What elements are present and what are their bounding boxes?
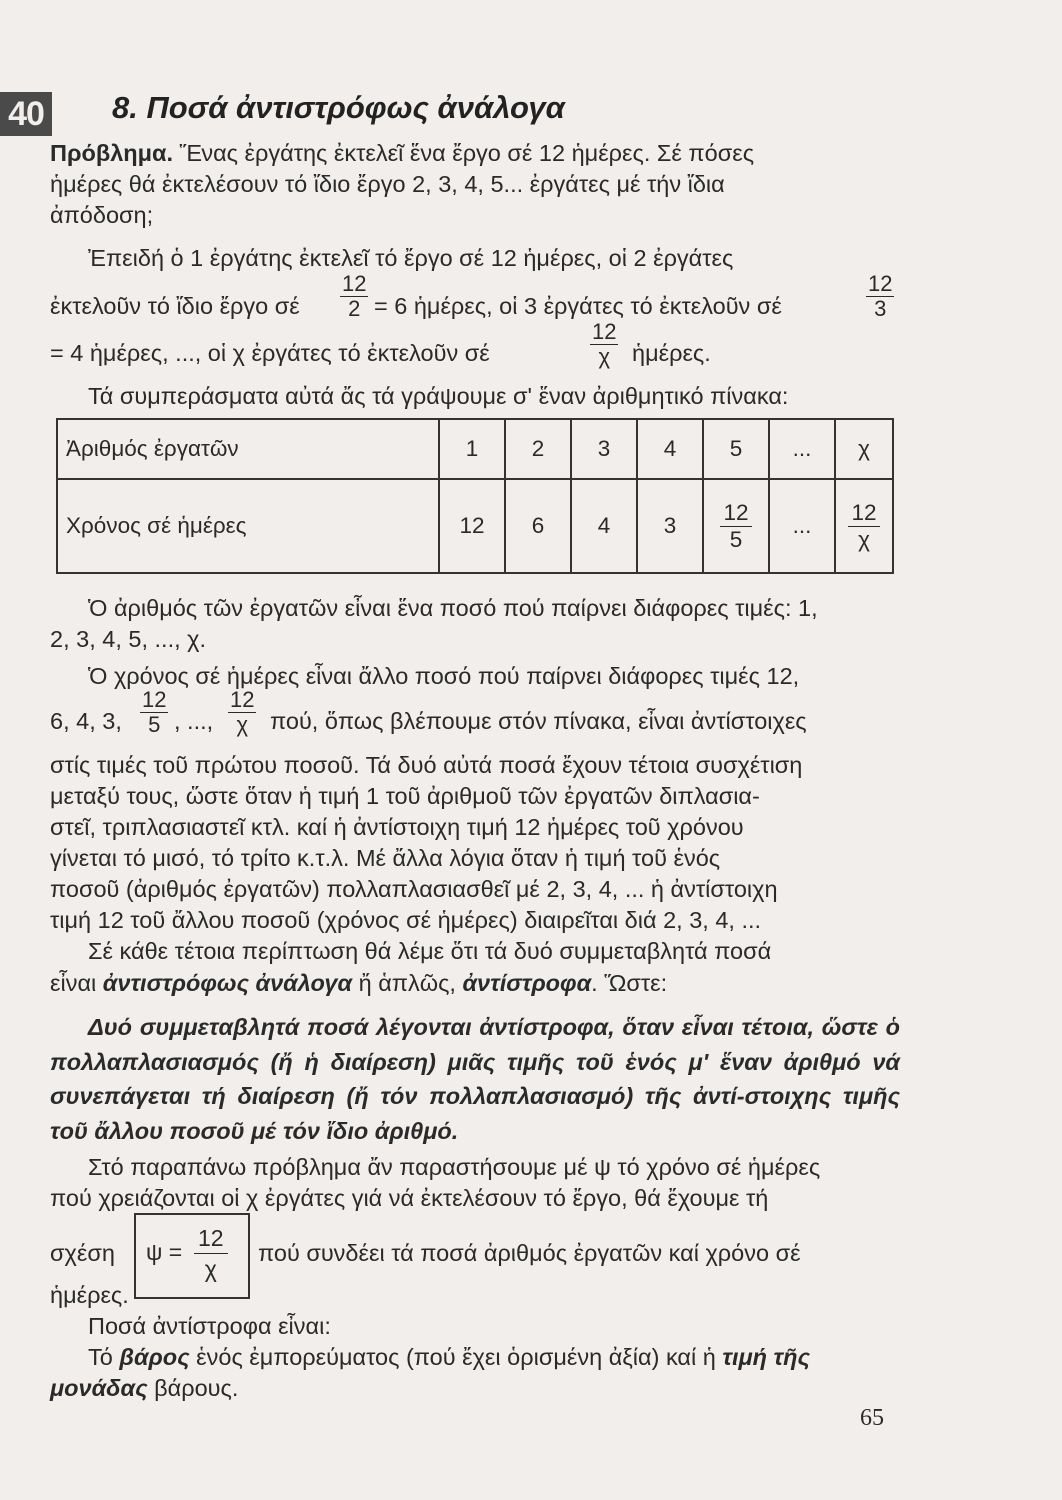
table-cell: 5 (703, 419, 769, 479)
para2-line-2c: πού, ὅπως βλέπουμε στόν πίνακα, εἶναι ἀντίστοιχες (270, 708, 807, 734)
section-title: 8. Ποσά ἀντιστρόφως ἀνάλογα (112, 90, 565, 125)
table-row-days (57, 479, 893, 573)
problem-label: Πρόβλημα. (50, 140, 173, 166)
para5-text: βάρους. (147, 1375, 239, 1401)
formula-box (134, 1213, 250, 1299)
solution-line-2b: = 6 ἡμέρες, οἱ 3 ἐργάτες τό ἐκτελοῦν σέ (374, 293, 782, 319)
workers-days-table (56, 418, 894, 574)
fraction-numerator: 12 (142, 687, 167, 712)
para2-line-4: μεταξύ τους, ὥστε ὅταν ἡ τιμή 1 τοῦ ἀριθμοῦ τῶν ἐργατῶν διπλασια- (50, 783, 760, 809)
para2-line-8: τιμή 12 τοῦ ἄλλου ποσοῦ (χρόνος σέ ἡμέρες) διαιρεῖται διά 2, 3, 4, ... (50, 907, 762, 933)
fraction-12-over-3 (866, 272, 894, 321)
fraction-denominator: 3 (874, 296, 887, 321)
fraction-numerator: 12 (720, 500, 751, 527)
table-cell: ... (769, 419, 835, 479)
para5-line-2 (88, 1342, 810, 1372)
para2-line-5: στεῖ, τριπλασιαστεῖ κτλ. καί ἡ ἀντίστοιχη τιμή 12 ἡμέρες τοῦ χρόνου (50, 814, 744, 840)
table-cell: 2 (505, 419, 571, 479)
term-unit: μονάδας (50, 1375, 148, 1401)
table-cell: 12 (439, 479, 505, 573)
table-cell (835, 479, 893, 573)
table-cell: 4 (637, 419, 703, 479)
para2-line-6: γίνεται τό μισό, τό τρίτο κ.τ.λ. Μέ ἄλλα λόγια ὅταν ἡ τιμή τοῦ ἑνός (50, 845, 721, 871)
fraction-12-over-5 (140, 688, 168, 737)
table-cell: 3 (637, 479, 703, 573)
solution-line-3b: ἡμέρες. (632, 340, 711, 366)
term-weight: βάρος (119, 1344, 190, 1370)
fraction-numerator: 12 (342, 271, 367, 296)
solution-line-4: Τά συμπεράσματα αὐτά ἄς τά γράψουμε σ' ἕναν ἀριθμητικό πίνακα: (88, 383, 789, 409)
para4-line-2: πού χρειάζονται οἱ χ ἐργάτες γιά νά ἐκτελέσουν τό ἔργο, θά ἔχουμε τή (50, 1185, 769, 1211)
table-cell (703, 479, 769, 573)
problem-text: Ἕνας ἐργάτης ἐκτελεῖ ἕνα ἔργο σέ 12 ἡμέρες. Σέ πόσες (173, 140, 755, 166)
table-cell: 1 (439, 419, 505, 479)
fraction-denominator: χ (204, 1256, 217, 1282)
fraction-denominator: 5 (148, 712, 161, 737)
table-row-header: Χρόνος σέ ἡμέρες (57, 479, 439, 573)
term-unit-price: τιμή τῆς (722, 1344, 811, 1370)
problem-line-2: ἡμέρες θά ἐκτελέσουν τό ἴδιο ἔργο 2, 3, 4, 5... ἐργάτες μέ τήν ἴδια (50, 171, 725, 197)
para2-line-2b: , ..., (174, 708, 214, 734)
section-number-badge: 40 (0, 92, 52, 136)
fraction-numerator: 12 (194, 1223, 228, 1254)
para5-line-1: Ποσά ἀντίστροφα εἶναι: (88, 1313, 331, 1339)
term-inverse: ἀντίστροφα (462, 970, 592, 996)
term-inversely-proportional: ἀντιστρόφως ἀνάλογα (102, 970, 353, 996)
para2-line-2a: 6, 4, 3, (50, 708, 122, 734)
fraction-numerator: 12 (592, 319, 617, 344)
para3-line-1: Σέ κάθε τέτοια περίπτωση θά λέμε ὅτι τά δυό συμμεταβλητά ποσά (88, 938, 772, 964)
fraction-numerator: 12 (848, 500, 879, 527)
problem-line-1 (50, 138, 754, 168)
solution-line-1: Ἐπειδή ὁ 1 ἐργάτης ἐκτελεῖ τό ἔργο σέ 12 ἡμέρες, οἱ 2 ἐργάτες (88, 245, 734, 271)
solution-line-2a: ἐκτελοῦν τό ἴδιο ἔργο σέ (50, 293, 300, 319)
fraction-12-over-x (848, 500, 879, 553)
definition-text: Δυό συμμεταβλητά ποσά λέγονται ἀντίστροφα, ὅταν εἶναι τέτοια, ὥστε ὁ πολλαπλασιασμός (ἤ ἡ διαίρεση) μιᾶς τιμῆς τοῦ ἑνός μ' ἕναν ἀριθμό νά συνεπάγεται τή διαίρεση (ἤ τόν πολλαπλασιασμό) τῆς ἀντί-στοιχης τιμῆς τοῦ ἄλλου ποσοῦ μέ τόν ἴδιο ἀριθμό. (50, 1014, 900, 1144)
solution-line-3a: = 4 ἡμέρες, ..., οἱ χ ἐργάτες τό ἐκτελοῦν σέ (50, 340, 490, 366)
para3-text: εἶναι (50, 970, 103, 996)
para2-line-3: στίς τιμές τοῦ πρώτου ποσοῦ. Τά δυό αὐτά ποσά ἔχουν τέτοια συσχέτιση (50, 752, 803, 778)
fraction-numerator: 12 (868, 271, 893, 296)
definition-rule (50, 1010, 900, 1148)
para1-line-2: 2, 3, 4, 5, ..., χ. (50, 626, 207, 652)
table-cell: 3 (571, 419, 637, 479)
para2-line-1: Ὁ χρόνος σέ ἡμέρες εἶναι ἄλλο ποσό πού παίρνει διάφορες τιμές 12, (88, 663, 800, 689)
fraction-12-over-2 (340, 272, 368, 321)
problem-line-3: ἀπόδοση; (50, 202, 154, 228)
fraction-12-over-5 (720, 500, 751, 553)
para4-line-3a: σχέση (50, 1240, 115, 1266)
para3-line-2 (50, 968, 667, 998)
table-cell: 4 (571, 479, 637, 573)
para1-line-1: Ὁ ἀριθμός τῶν ἐργατῶν εἶναι ἕνα ποσό πού παίρνει διάφορες τιμές: 1, (88, 595, 818, 621)
fraction-denominator: χ (236, 712, 249, 737)
fraction-denominator: 2 (348, 296, 361, 321)
page-number: 65 (860, 1405, 884, 1431)
fraction-denominator: χ (858, 526, 870, 552)
table-cell: χ (835, 419, 893, 479)
para4-line-4: ἡμέρες. (50, 1282, 129, 1308)
para5-text: ἑνός ἐμπορεύματος (πού ἔχει ὁρισμένη ἀξία) καί ἡ (189, 1344, 723, 1370)
fraction-12-over-x (228, 688, 256, 737)
table-cell: ... (769, 479, 835, 573)
table-row-header: Ἀριθμός ἐργατῶν (57, 419, 439, 479)
para3-text: ἤ ἁπλῶς, (352, 970, 463, 996)
table-cell: 6 (505, 479, 571, 573)
table-row-workers (57, 419, 893, 479)
para3-text: . Ὥστε: (591, 970, 668, 996)
para5-line-3 (50, 1373, 238, 1403)
fraction-denominator: χ (598, 344, 611, 369)
fraction-numerator: 12 (230, 687, 255, 712)
para4-line-3b: πού συνδέει τά ποσά ἀριθμός ἐργατῶν καί χρόνο σέ (258, 1240, 801, 1266)
para2-line-7: ποσοῦ (ἀριθμός ἐργατῶν) πολλαπλασιασθεῖ μέ 2, 3, 4, ... ἡ ἀντίστοιχη (50, 876, 778, 902)
formula-fraction (194, 1223, 228, 1284)
fraction-denominator: 5 (729, 526, 743, 552)
formula-lhs: ψ = (146, 1239, 183, 1265)
fraction-12-over-x (590, 320, 618, 369)
para4-line-1: Στό παραπάνω πρόβλημα ἄν παραστήσουμε μέ ψ τό χρόνο σέ ἡμέρες (88, 1154, 821, 1180)
para5-text: Τό (88, 1344, 120, 1370)
